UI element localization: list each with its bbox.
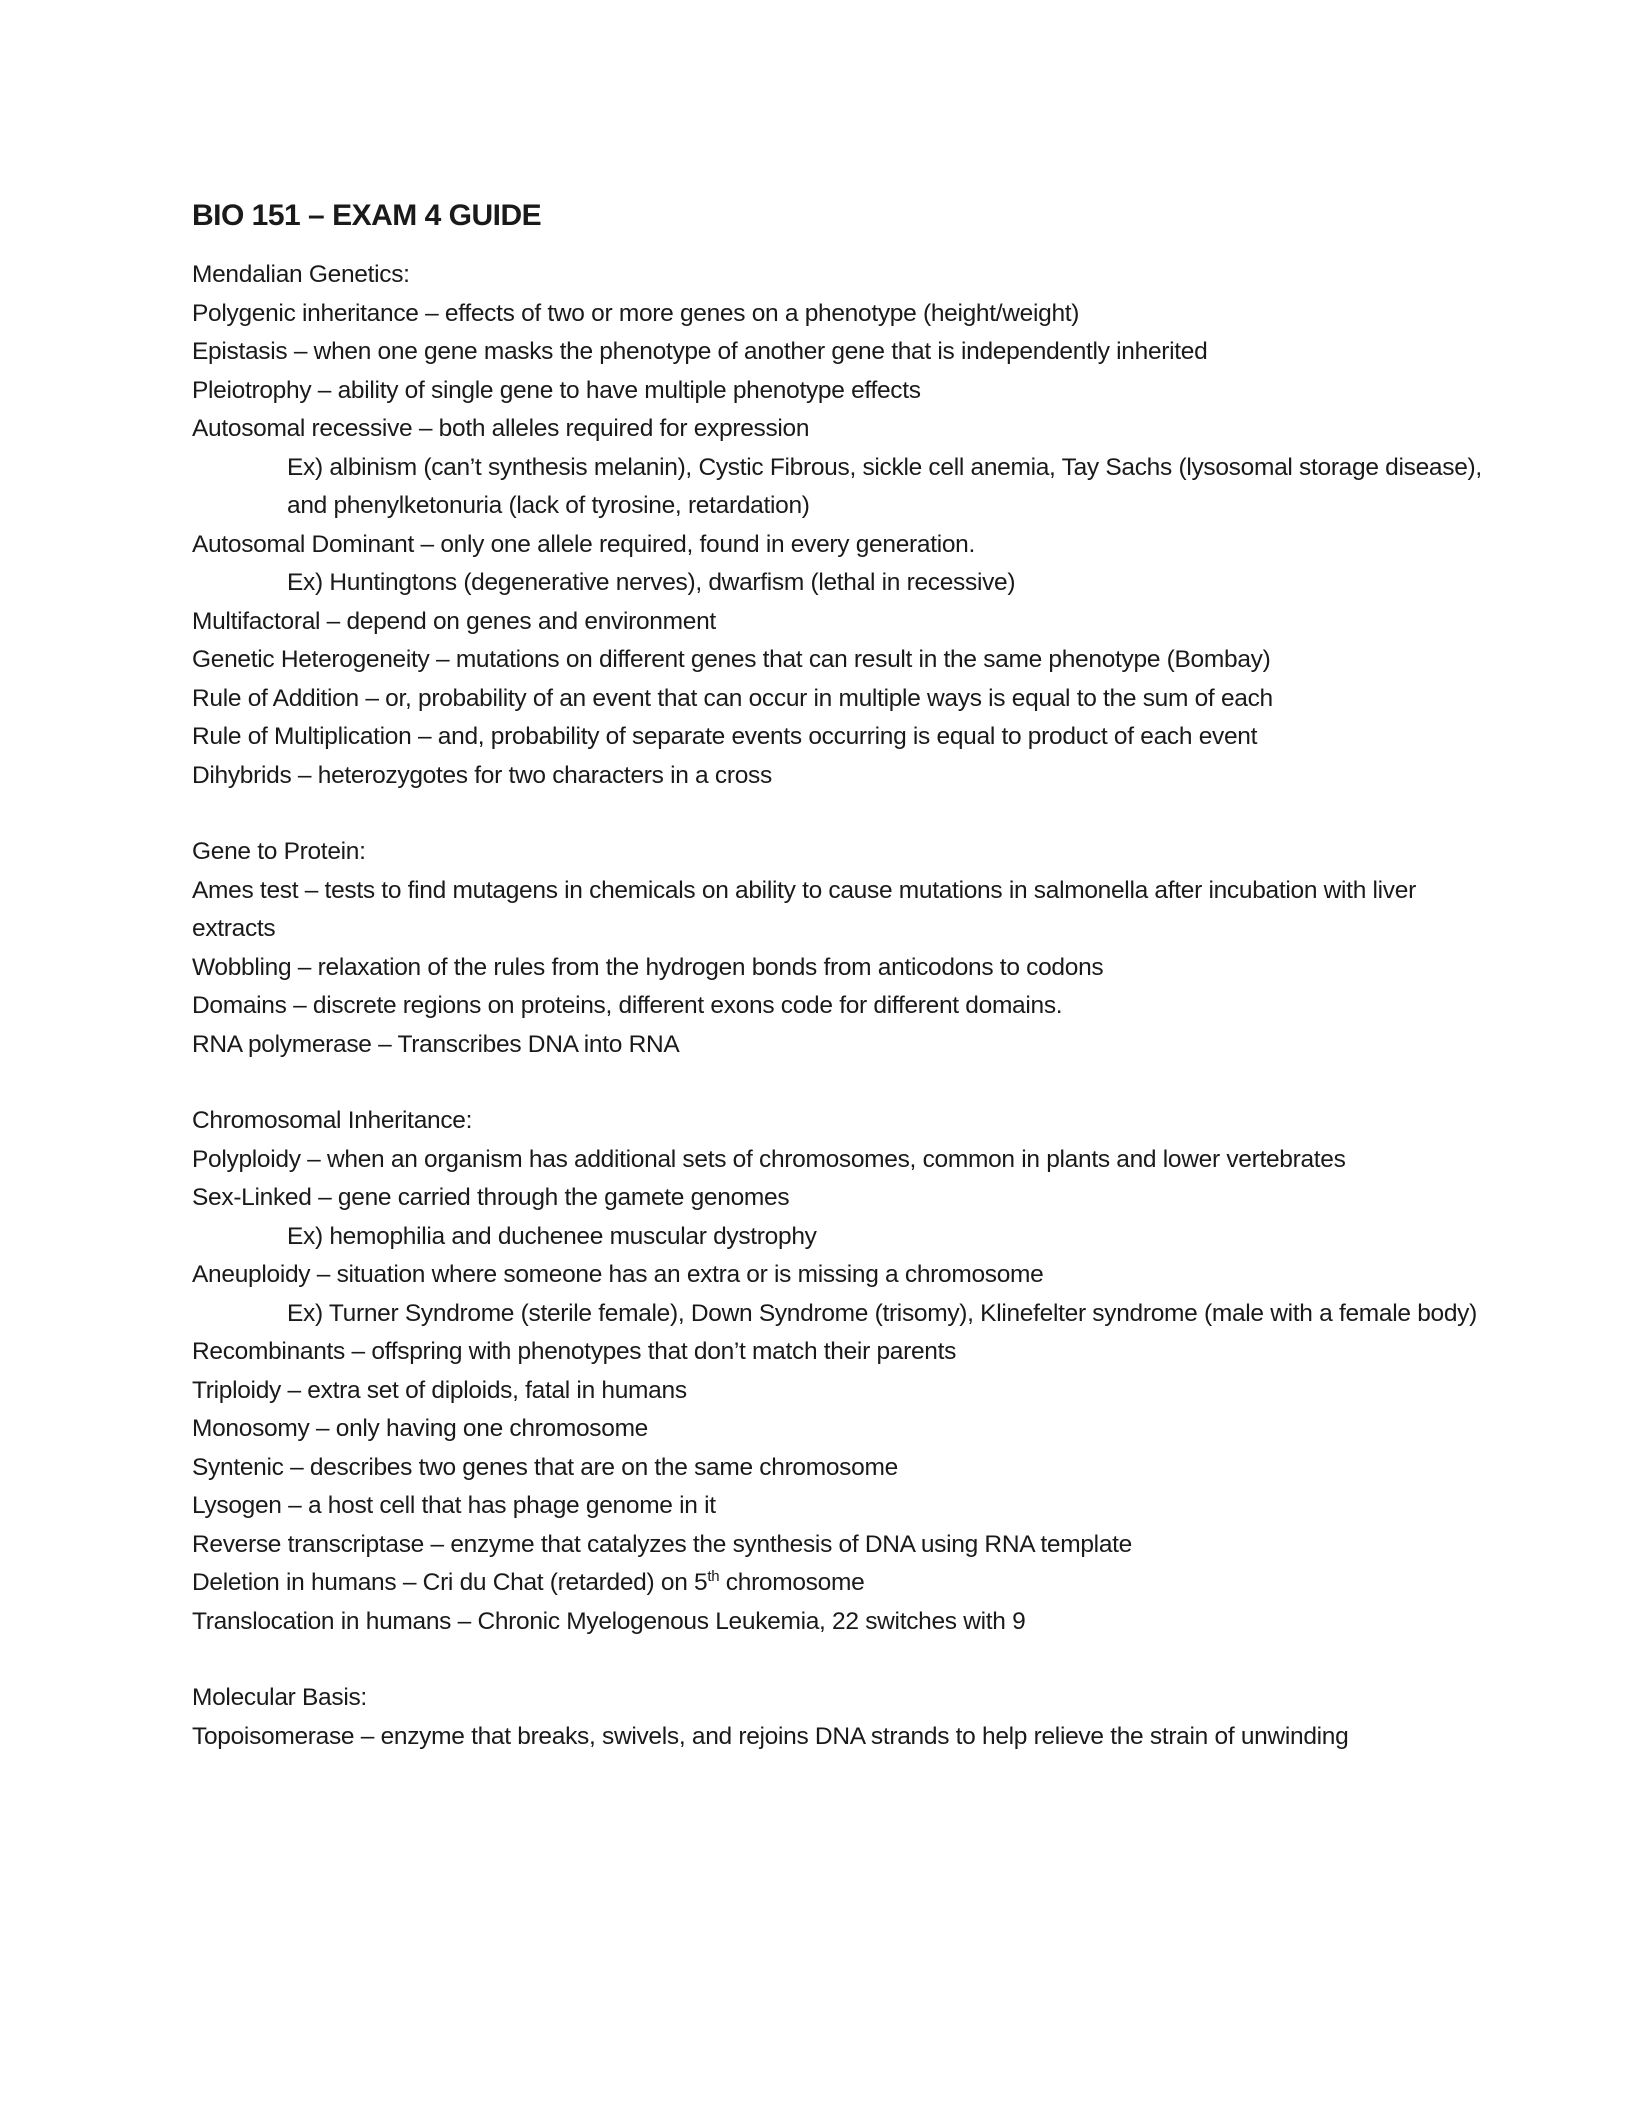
term-aneuploidy: Aneuploidy – situation where someone has an extra or is missing a chromosome xyxy=(192,1261,1044,1288)
term-recombinants: Recombinants – offspring with phenotypes that don’t match their parents xyxy=(192,1338,957,1365)
section-chromosomal-inheritance xyxy=(192,1102,1492,1641)
term-pleiotrophy: Pleiotrophy – ability of single gene to have multiple phenotype effects xyxy=(192,376,921,404)
term-rule-of-addition: Rule of Addition – or, probability of an event that can occur in multiple ways is equal to the sum of each xyxy=(192,684,1273,712)
section-heading: Gene to Protein: xyxy=(192,838,366,865)
term-autosomal-recessive: Autosomal recessive – both alleles required for expression xyxy=(192,415,810,442)
example-autosomal-recessive: Ex) albinism (can’t synthesis melanin), Cystic Fibrous, sickle cell anemia, Tay Sachs (lysosomal storage disease), and phenylketonuria (lack of tyrosine, retardation) xyxy=(287,453,1482,519)
section-heading: Molecular Basis: xyxy=(192,1684,367,1711)
term-translocation-in-humans: Translocation in humans – Chronic Myelogenous Leukemia, 22 switches with 9 xyxy=(192,1607,1026,1635)
section-molecular-basis xyxy=(192,1679,1492,1756)
term-epistasis: Epistasis – when one gene masks the phenotype of another gene that is independently inherited xyxy=(192,338,1208,365)
example-autosomal-dominant: Ex) Huntingtons (degenerative nerves), dwarfism (lethal in recessive) xyxy=(287,569,1016,596)
term-ames-test: Ames test – tests to find mutagens in chemicals on ability to cause mutations in salmonella after incubation with liver extracts xyxy=(192,876,1416,942)
term-monosomy: Monosomy – only having one chromosome xyxy=(192,1415,649,1442)
term-syntenic: Syntenic – describes two genes that are on the same chromosome xyxy=(192,1453,898,1481)
term-polyploidy: Polyploidy – when an organism has additional sets of chromosomes, common in plants and lower vertebrates xyxy=(192,1145,1346,1173)
section-mendelian-genetics xyxy=(192,256,1492,795)
term-deletion-in-humans xyxy=(192,1564,1492,1603)
section-heading: Mendalian Genetics: xyxy=(192,261,410,288)
example-aneuploidy: Ex) Turner Syndrome (sterile female), Down Syndrome (trisomy), Klinefelter syndrome (male with a female body) xyxy=(287,1299,1477,1327)
term-rna-polymerase: RNA polymerase – Transcribes DNA into RNA xyxy=(192,1030,680,1058)
document-title: BIO 151 – EXAM 4 GUIDE xyxy=(192,199,542,232)
term-wobbling: Wobbling – relaxation of the rules from the hydrogen bonds from anticodons to codons xyxy=(192,953,1104,981)
term-domains: Domains – discrete regions on proteins, different exons code for different domains. xyxy=(192,992,1063,1019)
example-sex-linked: Ex) hemophilia and duchenee muscular dystrophy xyxy=(287,1222,817,1250)
term-autosomal-dominant: Autosomal Dominant – only one allele required, found in every generation. xyxy=(192,530,976,558)
term-genetic-heterogeneity: Genetic Heterogeneity – mutations on different genes that can result in the same phenotype (Bombay) xyxy=(192,646,1271,673)
term-rule-of-multiplication: Rule of Multiplication – and, probability of separate events occurring is equal to product of each event xyxy=(192,723,1258,750)
term-lysogen: Lysogen – a host cell that has phage genome in it xyxy=(192,1492,716,1519)
term-sex-linked: Sex-Linked – gene carried through the gamete genomes xyxy=(192,1184,790,1211)
deletion-text: Deletion in humans – Cri du Chat (retarded) on 5 xyxy=(192,1569,708,1596)
document-page xyxy=(192,196,1492,1794)
term-triploidy: Triploidy – extra set of diploids, fatal in humans xyxy=(192,1376,687,1404)
ordinal-suffix: th xyxy=(707,1567,720,1585)
deletion-text-end: chromosome xyxy=(719,1569,865,1596)
term-topoisomerase: Topoisomerase – enzyme that breaks, swivels, and rejoins DNA strands to help relieve the strain of unwinding xyxy=(192,1722,1349,1750)
term-reverse-transcriptase: Reverse transcriptase – enzyme that catalyzes the synthesis of DNA using RNA template xyxy=(192,1530,1132,1558)
section-heading: Chromosomal Inheritance: xyxy=(192,1107,473,1134)
section-gene-to-protein xyxy=(192,833,1492,1064)
term-dihybrids: Dihybrids – heterozygotes for two characters in a cross xyxy=(192,761,772,789)
term-polygenic-inheritance: Polygenic inheritance – effects of two or more genes on a phenotype (height/weight) xyxy=(192,299,1080,327)
term-multifactoral: Multifactoral – depend on genes and environment xyxy=(192,607,716,635)
